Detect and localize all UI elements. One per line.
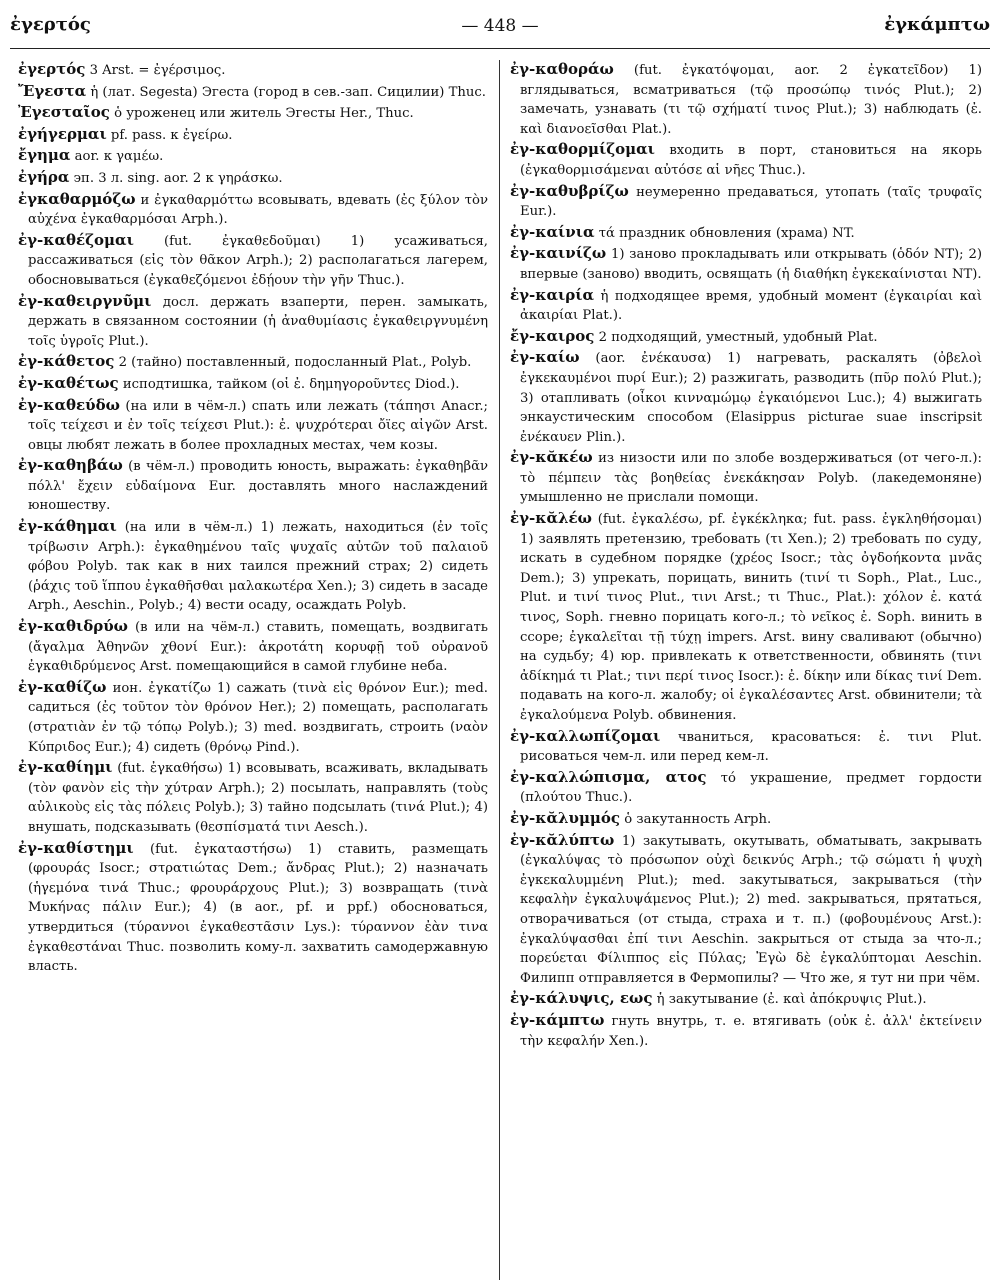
entry-definition: чваниться, красоваться: ἐ. τινι Plut. рисоваться чем-л. или перед кем-л. bbox=[520, 729, 982, 765]
entry-definition: входить в порт, становиться на якорь (ἐγκαθορμισάμεναι αὐτόσε αἱ νῆες Thuc.). bbox=[520, 143, 982, 178]
entry-headword: ἐγ-καθίζω bbox=[18, 677, 107, 696]
entry-definition: и ἐγκαθαρμόττω всовывать, вдевать (ἐς ξύλον τὸν αὐχένα ἐγκαθαρμόσαι Arph.). bbox=[28, 192, 488, 228]
header-left-word: ἐγερτός bbox=[10, 14, 91, 35]
dictionary-entry bbox=[510, 286, 982, 326]
entry-definition: досл. держать взаперти, перен. замыкать, держать в связанном состоянии (ἡ ἀναθυμίασις ἐγκαθειργνυμένη τοῖς ὑγροῖς Plut.). bbox=[28, 294, 488, 349]
entry-definition: pf. pass. к ἐγείρω. bbox=[110, 127, 233, 143]
dictionary-entry bbox=[510, 1011, 982, 1051]
entry-definition: (на или в чём-л.) 1) лежать, находиться (ἐν τοῖς τρίβωσιν Arph.): ἐγκαθημένου ταῖς ψυχαῖς αὐτῶν τοῦ παλαιοῦ φόβου Polyb. так как в них таился прежний страх; 2) сидеть (ῥάχις τοῦ ἵππου ἐγκαθῆσθαι μαλακωτέρα Xen.); 3) сидеть в засаде Arph., Aeschin., Polyb.; 4) вести осаду, осаждать Polyb. bbox=[28, 520, 488, 614]
entry-headword: ἐγ-καίω bbox=[510, 348, 580, 367]
entry-headword: ἐγ-καλλωπίζομαι bbox=[510, 726, 661, 745]
entry-headword: ἐγ-καθειργνῦμι bbox=[18, 291, 152, 310]
entry-definition: исподтишка, тайком (οἱ ἐ. δημηγοροῦντες Diod.). bbox=[122, 376, 460, 392]
entry-headword: ἐγ-καθεύδω bbox=[18, 395, 120, 414]
entry-definition: (fut. ἐγκαταστήσω) 1) ставить, размещать (φρουράς Isocr.; στρατιώτας Dem.; ἄνδρας Plut.); 2) назначать (ἡγεμόνα τινά Thuc.; φρουράρχους Plut.); 3) возвращать (τινὰ Μυκήνας πάλιν Eur.); 4) (в aor., pf. и ppf.) обосноваться, утвердиться (τύραννοι ἐγκαθεστᾶσιν Lys.): τύραννον ἐὰν τινα ἐγκαθεστάναι Thuc. позволить кому-л. захватить самодержавную власть. bbox=[28, 841, 488, 975]
dictionary-entry bbox=[18, 517, 488, 616]
dictionary-entry bbox=[18, 352, 488, 373]
entry-definition: τά праздник обновления (храма) NT. bbox=[598, 225, 855, 241]
entry-headword: ἐγ-καθοράω bbox=[510, 60, 614, 78]
entry-definition: эп. 3 л. sing. aor. 2 к γηράσκω. bbox=[73, 170, 283, 186]
entry-headword: ἐγ-κᾰλέω bbox=[510, 509, 592, 528]
right-column bbox=[510, 60, 982, 1282]
entry-definition: ἡ подходящее время, удобный момент (ἐγκαιρίαι καὶ ἀκαιρίαι Plat.). bbox=[520, 288, 982, 324]
entry-definition: aor. к γαμέω. bbox=[74, 149, 164, 165]
entry-headword: ἐγ-καθέζομαι bbox=[18, 230, 134, 249]
dictionary-entry bbox=[18, 231, 488, 291]
dictionary-entry bbox=[18, 617, 488, 677]
dictionary-entry bbox=[510, 989, 982, 1010]
dictionary-entry bbox=[18, 456, 488, 516]
entry-definition: (fut. ἐγκαθεδοῦμαι) 1) усаживаться, рассаживаться (εἰς τὸν θᾶκον Arph.); 2) располагаться лагерем, обосновываться (ἐγκαθεζόμενοι ἐδῄουν τὴν γῆν Thuc.). bbox=[28, 233, 488, 288]
dictionary-entry bbox=[18, 678, 488, 757]
dictionary-entry bbox=[18, 396, 488, 456]
dictionary-entry bbox=[510, 768, 982, 808]
entry-headword: ἐγ-κάθετος bbox=[18, 352, 115, 371]
entry-definition: ἡ (лат. Segesta) Эгеста (город в сев.-зап. Сицилии) Thuc. bbox=[90, 84, 486, 100]
entry-headword: ἐγ-κάθημαι bbox=[18, 517, 117, 536]
dictionary-entry bbox=[510, 509, 982, 726]
dictionary-entry bbox=[18, 60, 488, 81]
dictionary-entry bbox=[510, 348, 982, 447]
entry-headword: ἔγημα bbox=[18, 146, 71, 165]
entry-headword: ἐγ-καθίημι bbox=[18, 758, 113, 777]
entry-definition: (в или на чём-л.) ставить, помещать, воздвигать (ἄγαλμα Ἀθηνῶν χθονί Eur.): ἀκροτάτη κορυφῇ τοῦ οὐρανοῦ ἐγκαθιδρύμενος Arst. помещающийся в самой глубине неба. bbox=[28, 620, 488, 675]
entry-headword: ἐγ-καθίστημι bbox=[18, 838, 134, 857]
dictionary-entry bbox=[18, 125, 488, 146]
entry-headword: ἐγ-κᾰκέω bbox=[510, 448, 593, 467]
entry-definition: ὁ закутанность Arph. bbox=[624, 811, 772, 827]
entry-headword: ἐγ-κᾰλύπτω bbox=[510, 830, 615, 849]
entry-headword: ἐγερτός bbox=[18, 60, 86, 78]
dictionary-entry bbox=[18, 374, 488, 395]
entry-headword: Ἐγεσταῖος bbox=[18, 103, 110, 122]
dictionary-entry bbox=[510, 327, 982, 348]
entry-definition: (fut. ἐγκαλέσω, pf. ἐγκέκληκα; fut. pass. ἐγκληθήσομαι) 1) заявлять претензию, требовать (τι Xen.); 2) требовать по суду, искать в судебном порядке (χρέος Isocr.; τὰς ὀγδοήκοντα μνᾶς Dem.); 3) упрекать, порицать, винить (τινί τι Soph., Plat., Luc., Plut. и τινί τινος Plut., τινι Arst.; τι Thuc., Plat.): χόλον ἐ. κατά τινος, Soph. гневно порицать кого-л.; τὸ νεῖκος ἐ. Soph. винить в ссоре; ἐγκαλεῖται τῇ τύχῃ impers. Arst. вину сваливают (обычно) на судьбу; 4) юр. привлекать к ответственности, обвинять (τινι ἀδίκημά τι Plat.; τινι περί τινος Isocr.): ἐ. δίκην или δίκας τινί Dem. подавать на кого-л. жалобу; οἱ ἐγκαλέσαντες Arst. обвинители; τὰ ἐγκαλούμενα Polyb. обвинения. bbox=[520, 512, 982, 723]
dictionary-entry bbox=[510, 140, 982, 180]
dictionary-entry bbox=[510, 727, 982, 767]
dictionary-entry bbox=[18, 146, 488, 167]
column-divider bbox=[499, 60, 500, 1280]
entry-definition: 1) закутывать, окутывать, обматывать, закрывать (ἐγκαλύψας τὸ πρόσωπον οὐχὶ δεικνύς Arph.; τῷ σώματι ἡ ψυχὴ ἐγκεκαλυμμένη Plut.); med. закутываться, закрываться (τὴν κεφαλὴν ἐγκαλυψάμενος Plut.); 2) med. закрываться, прятаться, отворачиваться (от стыда, страха и т. п.) (φοβουμένους Arst.): ἐγκαλύψασθαι ἐπί τινι Aeschin. закрыться от стыда за что-л.; πορεύεται Φίλιππος εἰς Πύλας; Ἐγὼ δὲ ἐγκαλύπτομαι Aeschin. Филипп отправляется в Фермопилы? — Что же, я тут ни при чём. bbox=[520, 833, 982, 986]
entry-headword: ἔγ-καιρος bbox=[510, 326, 595, 345]
entry-definition: 1) заново прокладывать или открывать (ὁδόν NT); 2) впервые (заново) вводить, освящать (ἡ διαθήκη ἐγκεκαίνισται NT). bbox=[520, 247, 982, 282]
entry-headword: ἐγ-καιρία bbox=[510, 285, 595, 304]
dictionary-entry bbox=[510, 831, 982, 989]
page-header bbox=[10, 14, 990, 42]
dictionary-entry bbox=[18, 168, 488, 189]
entry-headword: ἐγ-καθιδρύω bbox=[18, 617, 128, 636]
dictionary-entry bbox=[510, 448, 982, 508]
dictionary-entry bbox=[510, 244, 982, 284]
dictionary-entry bbox=[18, 82, 488, 103]
entry-definition: (aor. ἐνέκαυσα) 1) нагревать, раскалять (ὀβελοὶ ἐγκεκαυμένοι πυρί Eur.); 2) разжигать, разводить (πῦρ πολύ Plut.); 3) отапливать (οἶκοι κινναμώμῳ ἐγκαιόμενοι Luc.); 4) выжигать энкаустическим способом (Elasippus picturae suae inscripsit ἐνέκαυεν Plin.). bbox=[520, 351, 982, 445]
entry-headword: ἐγ-καλλώπισμα, ατος bbox=[510, 767, 707, 786]
entry-headword: ἐγ-κάλυψις, εως bbox=[510, 989, 653, 1008]
entry-definition: 2 (тайно) поставленный, подосланный Plat., Polyb. bbox=[118, 355, 472, 371]
entry-definition: (в чём-л.) проводить юность, выражать: ἐγκαθηβᾶν πόλλ' ἔχειν εὐδαίμονα Eur. доставлять много наслаждений юношеству. bbox=[28, 459, 488, 514]
dictionary-entry bbox=[18, 292, 488, 352]
entry-definition: ион. ἐγκατίζω 1) сажать (τινὰ εἰς θρόνον Eur.); med. садиться (ἐς τοῦτον τὸν θρόνον Her.); 2) помещать, располагать (στρατιὰν ἐν τῷ τόπῳ Polyb.); 3) med. воздвигать, строить (ναὸν Κύπριδος Eur.); 4) сидеть (θρόνῳ Pind.). bbox=[28, 680, 488, 755]
dictionary-entry bbox=[510, 182, 982, 222]
entry-headword: ἐγ-κάμπτω bbox=[510, 1010, 605, 1029]
dictionary-entry bbox=[510, 809, 982, 830]
entry-definition: неумеренно предаваться, утопать (ταῖς τρυφαῖς Eur.). bbox=[520, 184, 982, 220]
entry-definition: 2 подходящий, уместный, удобный Plat. bbox=[598, 329, 878, 345]
dictionary-entry bbox=[18, 190, 488, 230]
page-number: — 448 — bbox=[461, 16, 539, 36]
header-rule bbox=[10, 48, 990, 49]
entry-definition: (на или в чём-л.) спать или лежать (τάπησι Anacr.; τοῖς τείχεσι и ἐν τοῖς τείχεσι Plut.): ἐ. ψυχρότεραι ὄϊες αἰγῶν Arst. овцы любят лежать в более прохладных местах, чем козы. bbox=[28, 398, 488, 453]
entry-definition: ὁ уроженец или житель Эгесты Her., Thuc. bbox=[114, 106, 414, 122]
entry-headword: ἐγ-καθυβρίζω bbox=[510, 181, 629, 200]
entry-headword: ἐγ-καθηβάω bbox=[18, 456, 123, 475]
left-column bbox=[18, 60, 488, 1282]
entry-definition: ἡ закутывание (ἐ. καὶ ἀπόκρυψις Plut.). bbox=[656, 992, 927, 1008]
entry-headword: ἐγ-καθορμίζομαι bbox=[510, 140, 655, 159]
header-right-word: ἐγκάμπτω bbox=[884, 14, 990, 35]
dictionary-entry bbox=[510, 223, 982, 244]
entry-headword: ἐγ-καινίζω bbox=[510, 244, 607, 263]
dictionary-entry bbox=[510, 60, 982, 139]
entry-headword: ἐγ-καθέτως bbox=[18, 373, 119, 392]
entry-headword: ἐγ-κᾰλυμμός bbox=[510, 808, 621, 827]
entry-headword: ἐγήρα bbox=[18, 167, 70, 186]
dictionary-entry bbox=[18, 839, 488, 977]
dictionary-entry bbox=[18, 103, 488, 124]
entry-definition: гнуть внутрь, т. е. втягивать (οὐκ ἐ. ἀλλ' ἐκτείνειν τὴν κεφαλήν Xen.). bbox=[520, 1013, 982, 1049]
dictionary-entry bbox=[18, 758, 488, 837]
entry-headword: ἐγκαθαρμόζω bbox=[18, 189, 136, 208]
entry-definition: из низости или по злобе воздерживаться (от чего-л.): τὸ πέμπειν τὰς βοηθείας ἐνεκάκησαν Polyb. (лакедемоняне) умышленно не прислали помощи. bbox=[520, 451, 982, 506]
entry-definition: (fut. ἐγκαθήσω) 1) всовывать, всаживать, вкладывать (τὸν φανὸν εἰς τὴν χύτραν Arph.); 2) посылать, направлять (τοὺς αὐλικοὺς εἰς τὰς πόλεις Polyb.); 3) тайно подсылать (τινά Plut.); 4) внушать, подсказывать (θεσπίσματά τινι Aesch.). bbox=[28, 761, 488, 835]
entry-definition: (fut. ἐγκατόψομαι, aor. 2 ἐγκατεῖδον) 1) вглядываться, всматриваться (τῷ προσώπῳ τινός Plut.); 2) замечать, узнавать (τι τῷ σχήματί τινος Plut.); 3) наблюдать (ἐ. καὶ διανοεῖσθαι Plat.). bbox=[520, 63, 982, 137]
entry-definition: τό украшение, предмет гордости (πλούτου Thuc.). bbox=[520, 770, 982, 806]
entry-headword: ἐγ-καίνια bbox=[510, 222, 595, 241]
entry-headword: Ἔγεστα bbox=[18, 81, 87, 100]
entry-definition: 3 Arst. = ἐγέρσιμος. bbox=[89, 63, 226, 78]
entry-headword: ἐγήγερμαι bbox=[18, 124, 107, 143]
